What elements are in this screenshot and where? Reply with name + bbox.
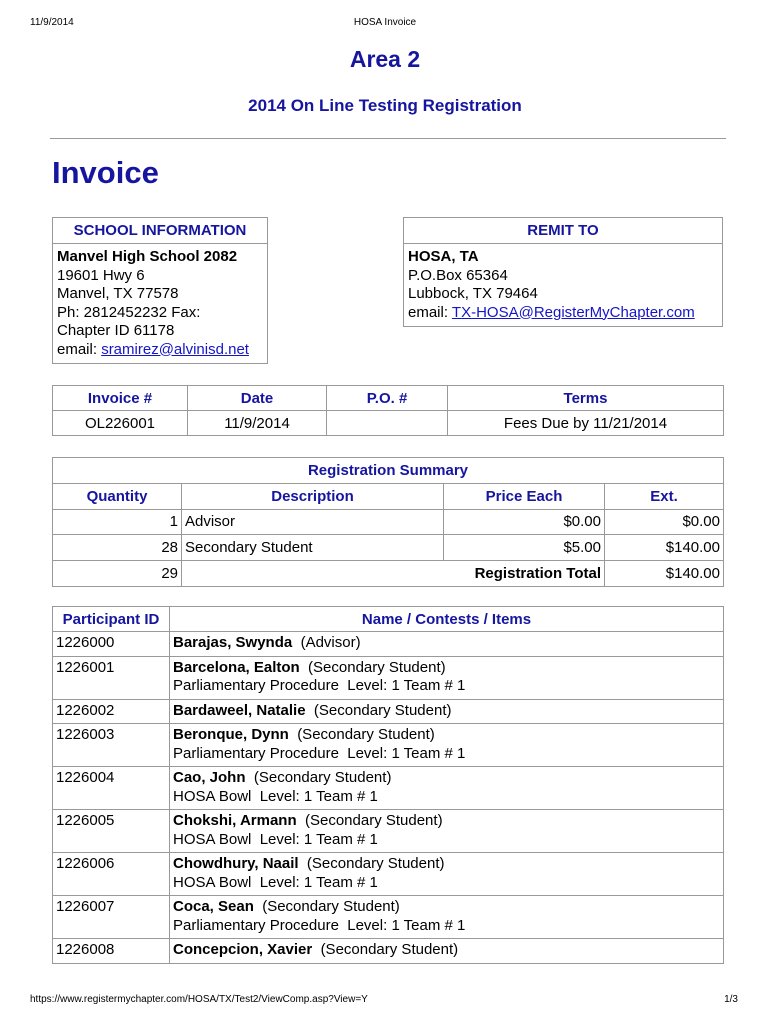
participant-id-header: Participant ID — [53, 607, 170, 632]
terms-header: Terms — [448, 386, 724, 411]
summary-total-row — [53, 561, 724, 587]
remit-address1: P.O.Box 65364 — [408, 266, 508, 284]
remit-email-link[interactable]: TX-HOSA@RegisterMyChapter.com — [451, 303, 695, 321]
school-chapter: Chapter ID 61178 — [57, 322, 175, 339]
participant-id: 1226004 — [53, 767, 170, 810]
description-header: Description — [182, 483, 444, 509]
invoice-number: OL226001 — [53, 411, 188, 436]
school-email-label: email: — [57, 340, 102, 358]
po-header: P.O. # — [327, 386, 448, 411]
participant-contest: Parliamentary Procedure Level: 1 Team # 1 — [173, 677, 466, 694]
participant-contest: Parliamentary Procedure Level: 1 Team # 1 — [173, 916, 466, 934]
participant-details — [170, 656, 724, 699]
participant-details — [170, 724, 724, 767]
participant-contest: HOSA Bowl Level: 1 Team # 1 — [173, 873, 378, 891]
participant-type: (Secondary Student) — [297, 726, 435, 743]
participant-name: Chowdhury, Naail — [173, 855, 299, 872]
print-date: 11/9/2014 — [30, 17, 74, 28]
summary-qty: 1 — [53, 509, 182, 535]
participant-id: 1226001 — [53, 656, 170, 699]
school-email-link[interactable]: sramirez@alvinisd.net — [101, 340, 249, 358]
table-row — [53, 896, 724, 939]
participant-name: Barajas, Swynda — [173, 634, 293, 651]
summary-desc: Secondary Student — [182, 535, 444, 561]
summary-ext: $0.00 — [605, 509, 724, 535]
print-title: HOSA Invoice — [353, 17, 417, 28]
terms-value: Fees Due by 11/21/2014 — [448, 411, 724, 436]
footer-url: https://www.registermychapter.com/HOSA/TX/Test2/ViewComp.asp?View=Y — [30, 994, 368, 1005]
page-number: 1/3 — [724, 994, 738, 1005]
participant-details — [170, 939, 724, 964]
table-row — [53, 632, 724, 657]
registration-summary-table — [52, 457, 724, 587]
participant-name: Coca, Sean — [173, 898, 254, 915]
invoice-info-table — [52, 385, 724, 436]
summary-desc: Advisor — [182, 509, 444, 535]
table-row — [53, 535, 724, 561]
participant-type: (Secondary Student) — [262, 898, 400, 915]
school-address2: Manvel, TX 77578 — [57, 285, 179, 302]
table-row — [53, 767, 724, 810]
participant-id: 1226007 — [53, 896, 170, 939]
participant-name: Cao, John — [173, 769, 246, 786]
participant-type: (Secondary Student) — [306, 855, 445, 872]
school-info-heading: SCHOOL INFORMATION — [53, 218, 267, 244]
invoice-number-header: Invoice # — [53, 386, 188, 411]
participant-details — [170, 632, 724, 657]
participants-table — [52, 606, 724, 964]
date-header: Date — [188, 386, 327, 411]
summary-qty: 28 — [53, 535, 182, 561]
participant-contest: Parliamentary Procedure Level: 1 Team # 1 — [173, 744, 466, 762]
participant-id: 1226000 — [53, 632, 170, 657]
summary-title: Registration Summary — [53, 458, 724, 484]
participant-id: 1226002 — [53, 699, 170, 724]
invoice-date: 11/9/2014 — [188, 411, 327, 436]
participant-contest: HOSA Bowl Level: 1 Team # 1 — [173, 830, 378, 848]
participant-id: 1226008 — [53, 939, 170, 964]
po-number — [327, 411, 448, 436]
participant-id: 1226003 — [53, 724, 170, 767]
participant-type: (Advisor) — [300, 634, 361, 651]
participant-details — [170, 810, 724, 853]
table-row — [53, 724, 724, 767]
participant-type: (Secondary Student) — [308, 658, 446, 676]
participant-type: (Secondary Student) — [320, 941, 459, 958]
remit-email-label: email: — [408, 303, 452, 321]
participant-type: (Secondary Student) — [304, 812, 443, 829]
table-row — [53, 939, 724, 964]
remit-heading: REMIT TO — [404, 218, 722, 244]
table-row — [53, 656, 724, 699]
total-ext: $140.00 — [605, 561, 724, 587]
invoice-title: Invoice — [52, 155, 159, 190]
table-row — [53, 509, 724, 535]
table-row — [53, 810, 724, 853]
school-info-box — [52, 217, 268, 364]
participant-name: Barcelona, Ealton — [173, 658, 300, 676]
participant-type: (Secondary Student) — [313, 701, 452, 719]
participant-details — [170, 853, 724, 896]
name-contests-header: Name / Contests / Items — [170, 607, 724, 632]
participant-type: (Secondary Student) — [253, 769, 392, 786]
participant-details — [170, 767, 724, 810]
participant-name: Bardaweel, Natalie — [173, 701, 306, 719]
table-row — [53, 853, 724, 896]
participant-list — [53, 632, 724, 964]
page-subtitle: 2014 On Line Testing Registration — [248, 96, 522, 115]
participant-name: Beronque, Dynn — [173, 726, 289, 743]
summary-price: $5.00 — [444, 535, 605, 561]
ext-header: Ext. — [605, 483, 724, 509]
participant-id: 1226006 — [53, 853, 170, 896]
remit-to-box — [403, 217, 723, 327]
participant-details — [170, 896, 724, 939]
table-row — [53, 699, 724, 724]
participant-name: Chokshi, Armann — [173, 812, 297, 829]
area-title: Area 2 — [349, 46, 421, 72]
remit-name: HOSA, TA — [408, 248, 479, 265]
remit-address2: Lubbock, TX 79464 — [408, 285, 538, 302]
participant-id: 1226005 — [53, 810, 170, 853]
school-address1: 19601 Hwy 6 — [57, 266, 145, 284]
total-qty: 29 — [53, 561, 182, 587]
price-each-header: Price Each — [444, 483, 605, 509]
summary-ext: $140.00 — [605, 535, 724, 561]
total-label: Registration Total — [182, 561, 605, 587]
quantity-header: Quantity — [53, 483, 182, 509]
participant-details — [170, 699, 724, 724]
school-phone: Ph: 2812452232 Fax: — [57, 303, 201, 321]
school-name: Manvel High School 2082 — [57, 248, 238, 265]
divider — [50, 138, 726, 139]
participant-contest: HOSA Bowl Level: 1 Team # 1 — [173, 787, 378, 805]
summary-price: $0.00 — [444, 509, 605, 535]
participant-name: Concepcion, Xavier — [173, 941, 313, 958]
